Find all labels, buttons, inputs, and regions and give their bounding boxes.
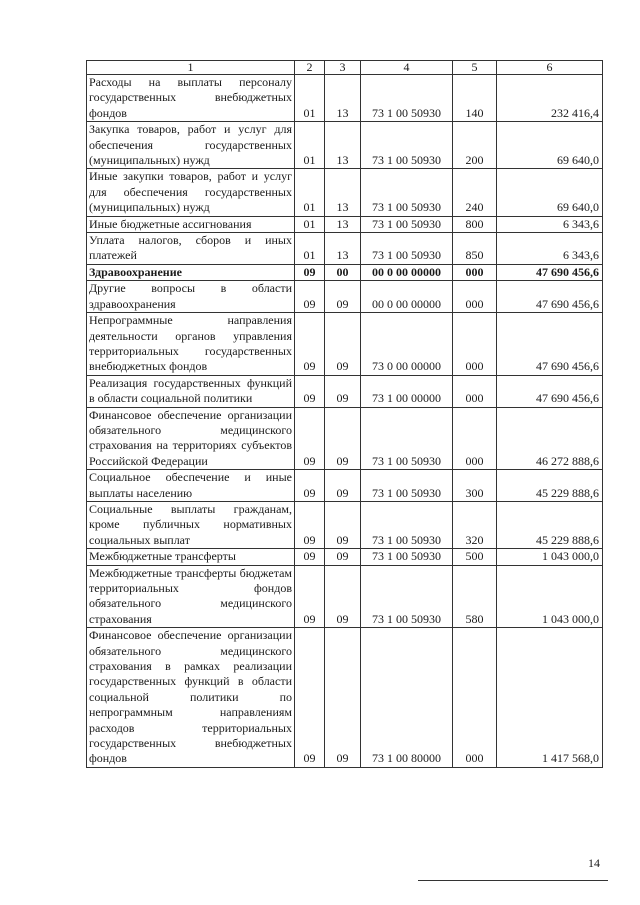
row-section: 09 bbox=[295, 501, 325, 548]
table-row bbox=[87, 375, 603, 407]
row-amount: 1 043 000,0 bbox=[497, 565, 603, 628]
row-target-article: 00 0 00 00000 bbox=[361, 264, 453, 280]
row-target-article: 73 1 00 50930 bbox=[361, 75, 453, 122]
row-name: Реализация государственных функций в области социальной политики bbox=[87, 375, 295, 407]
row-subsection: 09 bbox=[325, 628, 361, 768]
row-target-article: 73 1 00 50930 bbox=[361, 501, 453, 548]
row-name: Социальные выплаты гражданам, кроме публичных нормативных социальных выплат bbox=[87, 501, 295, 548]
row-amount: 47 690 456,6 bbox=[497, 375, 603, 407]
row-expense-type: 000 bbox=[453, 407, 497, 470]
row-amount: 69 640,0 bbox=[497, 122, 603, 169]
row-target-article: 73 1 00 50930 bbox=[361, 470, 453, 502]
row-amount: 46 272 888,6 bbox=[497, 407, 603, 470]
row-section: 01 bbox=[295, 122, 325, 169]
row-subsection: 00 bbox=[325, 264, 361, 280]
row-subsection: 13 bbox=[325, 169, 361, 216]
row-target-article: 73 1 00 50930 bbox=[361, 169, 453, 216]
table-row bbox=[87, 169, 603, 216]
row-subsection: 09 bbox=[325, 407, 361, 470]
footer-divider bbox=[418, 880, 608, 881]
row-amount: 47 690 456,6 bbox=[497, 281, 603, 313]
row-expense-type: 000 bbox=[453, 281, 497, 313]
row-expense-type: 320 bbox=[453, 501, 497, 548]
table-row bbox=[87, 501, 603, 548]
row-subsection: 09 bbox=[325, 549, 361, 565]
table-row bbox=[87, 628, 603, 768]
row-amount: 232 416,4 bbox=[497, 75, 603, 122]
row-name: Социальное обеспечение и иные выплаты населению bbox=[87, 470, 295, 502]
row-name: Непрограммные направления деятельности органов управления территориальных государственных внебюджетных фондов bbox=[87, 313, 295, 376]
table-row bbox=[87, 281, 603, 313]
row-target-article: 73 1 00 50930 bbox=[361, 122, 453, 169]
row-expense-type: 000 bbox=[453, 375, 497, 407]
row-target-article: 73 1 00 50930 bbox=[361, 407, 453, 470]
row-section: 09 bbox=[295, 313, 325, 376]
table-row bbox=[87, 313, 603, 376]
row-expense-type: 140 bbox=[453, 75, 497, 122]
row-expense-type: 000 bbox=[453, 264, 497, 280]
table-row bbox=[87, 407, 603, 470]
row-name: Здравоохранение bbox=[87, 264, 295, 280]
row-expense-type: 800 bbox=[453, 216, 497, 232]
col-header-subsection: 3 bbox=[325, 61, 361, 75]
row-name: Финансовое обеспечение организации обязательного медицинского страхования на территориях субъектов Российской Федерации bbox=[87, 407, 295, 470]
row-name: Другие вопросы в области здравоохранения bbox=[87, 281, 295, 313]
row-name: Расходы на выплаты персоналу государственных внебюджетных фондов bbox=[87, 75, 295, 122]
row-section: 09 bbox=[295, 628, 325, 768]
row-expense-type: 500 bbox=[453, 549, 497, 565]
row-amount: 45 229 888,6 bbox=[497, 501, 603, 548]
row-section: 01 bbox=[295, 169, 325, 216]
row-subsection: 09 bbox=[325, 501, 361, 548]
row-amount: 45 229 888,6 bbox=[497, 470, 603, 502]
row-expense-type: 580 bbox=[453, 565, 497, 628]
table-row bbox=[87, 233, 603, 265]
row-amount: 1 417 568,0 bbox=[497, 628, 603, 768]
row-amount: 47 690 456,6 bbox=[497, 264, 603, 280]
table-row bbox=[87, 264, 603, 280]
row-target-article: 73 1 00 80000 bbox=[361, 628, 453, 768]
row-section: 09 bbox=[295, 375, 325, 407]
table-row bbox=[87, 470, 603, 502]
row-expense-type: 850 bbox=[453, 233, 497, 265]
row-name: Финансовое обеспечение организации обязательного медицинского страхования в рамках реализации государственных функций в области социальной политики по непрограммным направлениям расходов территориальных государственных внебюджетных фондов bbox=[87, 628, 295, 768]
row-subsection: 09 bbox=[325, 313, 361, 376]
row-expense-type: 000 bbox=[453, 628, 497, 768]
row-section: 09 bbox=[295, 470, 325, 502]
row-section: 09 bbox=[295, 281, 325, 313]
row-amount: 47 690 456,6 bbox=[497, 313, 603, 376]
page-number: 14 bbox=[588, 856, 600, 870]
row-amount: 1 043 000,0 bbox=[497, 549, 603, 565]
row-name: Уплата налогов, сборов и иных платежей bbox=[87, 233, 295, 265]
row-section: 01 bbox=[295, 216, 325, 232]
row-amount: 6 343,6 bbox=[497, 216, 603, 232]
table-row bbox=[87, 122, 603, 169]
row-name: Иные бюджетные ассигнования bbox=[87, 216, 295, 232]
col-header-name: 1 bbox=[87, 61, 295, 75]
row-expense-type: 200 bbox=[453, 122, 497, 169]
row-subsection: 13 bbox=[325, 122, 361, 169]
row-section: 09 bbox=[295, 407, 325, 470]
row-section: 01 bbox=[295, 233, 325, 265]
row-subsection: 09 bbox=[325, 281, 361, 313]
row-amount: 69 640,0 bbox=[497, 169, 603, 216]
table-body bbox=[87, 75, 603, 768]
row-expense-type: 240 bbox=[453, 169, 497, 216]
row-section: 09 bbox=[295, 565, 325, 628]
row-subsection: 09 bbox=[325, 470, 361, 502]
col-header-amount: 6 bbox=[497, 61, 603, 75]
row-expense-type: 000 bbox=[453, 313, 497, 376]
table-row bbox=[87, 75, 603, 122]
row-amount: 6 343,6 bbox=[497, 233, 603, 265]
row-expense-type: 300 bbox=[453, 470, 497, 502]
row-target-article: 73 0 00 00000 bbox=[361, 313, 453, 376]
row-section: 09 bbox=[295, 264, 325, 280]
row-subsection: 09 bbox=[325, 375, 361, 407]
table-row bbox=[87, 216, 603, 232]
row-target-article: 73 1 00 50930 bbox=[361, 233, 453, 265]
budget-table bbox=[86, 60, 603, 768]
row-target-article: 73 1 00 50930 bbox=[361, 549, 453, 565]
row-section: 01 bbox=[295, 75, 325, 122]
row-target-article: 73 1 00 50930 bbox=[361, 565, 453, 628]
row-subsection: 09 bbox=[325, 565, 361, 628]
row-target-article: 73 1 00 50930 bbox=[361, 216, 453, 232]
row-name: Межбюджетные трансферты бюджетам территориальных фондов обязательного медицинского страхования bbox=[87, 565, 295, 628]
table-row bbox=[87, 549, 603, 565]
table-header-row bbox=[87, 61, 603, 75]
row-name: Межбюджетные трансферты bbox=[87, 549, 295, 565]
row-subsection: 13 bbox=[325, 233, 361, 265]
row-name: Закупка товаров, работ и услуг для обеспечения государственных (муниципальных) нужд bbox=[87, 122, 295, 169]
col-header-target-article: 4 bbox=[361, 61, 453, 75]
row-subsection: 13 bbox=[325, 216, 361, 232]
row-name: Иные закупки товаров, работ и услуг для обеспечения государственных (муниципальных) нужд bbox=[87, 169, 295, 216]
row-section: 09 bbox=[295, 549, 325, 565]
col-header-expense-type: 5 bbox=[453, 61, 497, 75]
row-target-article: 73 1 00 00000 bbox=[361, 375, 453, 407]
col-header-section: 2 bbox=[295, 61, 325, 75]
row-subsection: 13 bbox=[325, 75, 361, 122]
row-target-article: 00 0 00 00000 bbox=[361, 281, 453, 313]
table-row bbox=[87, 565, 603, 628]
